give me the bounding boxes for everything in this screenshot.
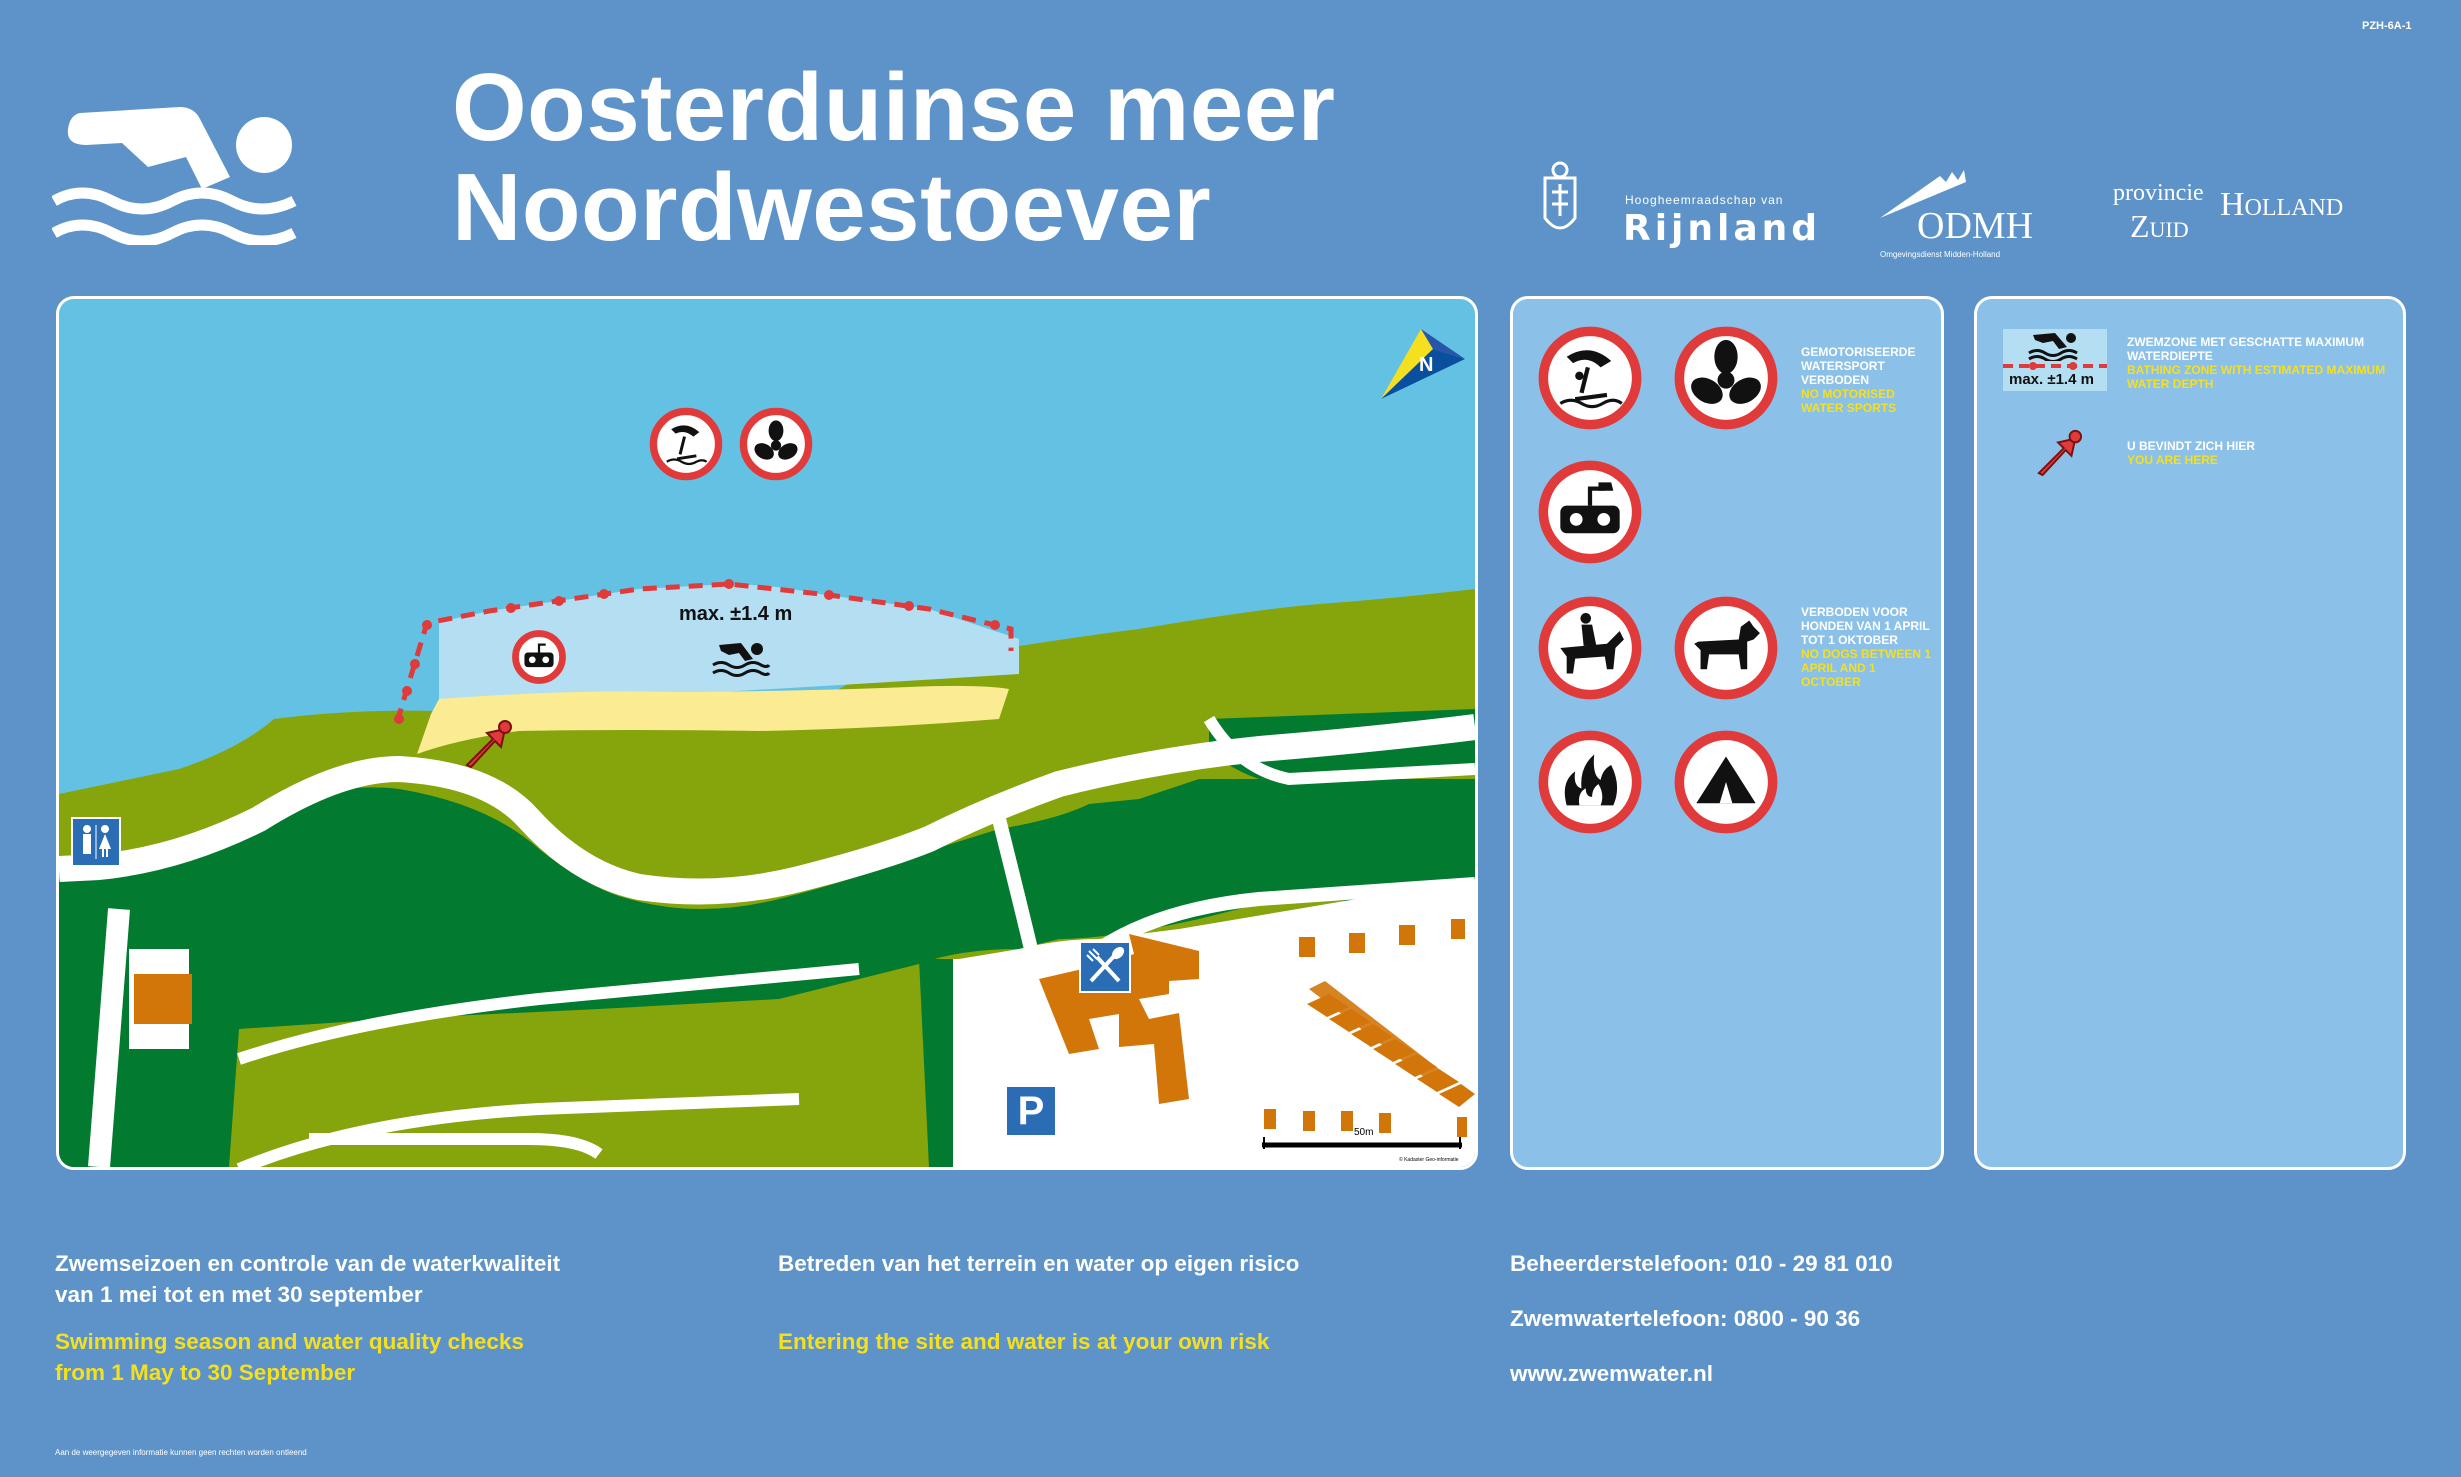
- season-en-1: Swimming season and water quality checks: [55, 1329, 524, 1354]
- sign-code: PZH-6A-1: [2362, 20, 2412, 32]
- odmh-logo: [1875, 168, 2050, 263]
- rijnland-big-text: Rijnland: [1623, 208, 1822, 249]
- north-arrow-icon: [1381, 319, 1465, 399]
- dogs-nl: VERBODEN VOOR HONDEN VAN 1 APRIL TOT 1 OKTOBER: [1801, 605, 1930, 647]
- dogs-legend-text: [1801, 605, 1931, 689]
- season-nl-2: van 1 mei tot en met 30 september: [55, 1282, 423, 1307]
- manager-phone: Beheerderstelefoon: 010 - 29 81 010: [1510, 1251, 1893, 1276]
- title-line-1: Oosterduinse meer: [452, 54, 1336, 161]
- map-depth-label: max. ±1.4 m: [679, 603, 793, 625]
- west-building: [134, 974, 192, 1024]
- season-en-2: from 1 May to 30 September: [55, 1360, 356, 1385]
- map-propeller-prohibited-icon: [739, 407, 813, 481]
- fire-prohibited-icon: [1537, 729, 1643, 835]
- risk-en: Entering the site and water is at your own risk: [778, 1329, 1270, 1354]
- rijnland-crest-icon: [1535, 158, 1585, 248]
- motorised-nl: GEMOTORISEERDE WATERSPORT VERBODEN: [1801, 345, 1916, 387]
- you-are-here-icon: [461, 717, 513, 769]
- risk-nl: Betreden van het terrein en water op eigen risico: [778, 1251, 1300, 1276]
- dog-prohibited-icon: [1673, 595, 1779, 701]
- kitesurf-prohibited-icon: [1537, 325, 1643, 431]
- key-boundary-line: [2003, 361, 2107, 371]
- rijnland-small-text: Hoogheemraadschap van: [1625, 193, 1784, 207]
- map-swimmer-icon: [711, 641, 771, 677]
- map-credit: © Kadaster Geo-informatie: [1399, 1157, 1459, 1163]
- restaurant-icon: [1079, 941, 1131, 993]
- scale-label: 50m: [1354, 1127, 1374, 1138]
- camping-prohibited-icon: [1673, 729, 1779, 835]
- page-title: [452, 54, 1336, 261]
- pzh-provincie-text: provincie: [2113, 180, 2204, 206]
- you-are-here-en: YOU ARE HERE: [2127, 453, 2218, 467]
- motorised-legend-text: [1801, 345, 1931, 415]
- key-depth-label: max. ±1.4 m: [2009, 371, 2094, 388]
- risk-info: [778, 1248, 1458, 1357]
- propeller-prohibited-icon: [1673, 325, 1779, 431]
- bathing-zone-en: BATHING ZONE WITH ESTIMATED MAXIMUM WATER DEPTH: [2127, 363, 2386, 391]
- dogs-en: NO DOGS BETWEEN 1 APRIL AND 1 OCTOBER: [1801, 647, 1932, 689]
- pzh-holland-text: Holland: [2220, 186, 2344, 223]
- you-are-here-legend-text: [2127, 439, 2387, 467]
- motorised-en: NO MOTORISED WATER SPORTS: [1801, 387, 1897, 415]
- map-jetski-prohibited-icon: [511, 629, 567, 685]
- disclaimer: Aan de weergegeven informatie kunnen geen rechten worden ontleend: [55, 1448, 307, 1457]
- contact-info: [1510, 1248, 2210, 1389]
- odmh-small-text: Omgevingsdienst Midden-Holland: [1880, 250, 2001, 259]
- swimwater-phone: Zwemwatertelefoon: 0800 - 90 36: [1510, 1306, 1861, 1331]
- season-nl-1: Zwemseizoen en controle van de waterkwaliteit: [55, 1251, 561, 1276]
- website-link[interactable]: www.zwemwater.nl: [1510, 1361, 1713, 1386]
- you-are-here-nl: U BEVINDT ZICH HIER: [2127, 439, 2256, 453]
- bathing-zone-legend-text: [2127, 335, 2387, 391]
- bathing-zone-nl: ZWEMZONE MET GESCHATTE MAXIMUM WATERDIEPTE: [2127, 335, 2365, 363]
- svg-text:N: N: [1419, 354, 1434, 376]
- swimmer-icon: [52, 105, 297, 245]
- horse-prohibited-icon: [1537, 595, 1643, 701]
- jetski-prohibited-icon: [1537, 459, 1643, 565]
- toilet-icon: [71, 817, 121, 867]
- parking-icon: P: [1005, 1085, 1057, 1137]
- bathing-zone-key: [2003, 329, 2107, 391]
- season-info: [55, 1248, 735, 1388]
- pzh-zuid-text: Zuid: [2130, 208, 2189, 244]
- key-swimmer-icon: [2025, 331, 2085, 361]
- title-line-2: Noordwestoever: [452, 154, 1212, 261]
- key-you-are-here-icon: [2033, 427, 2083, 477]
- provincie-zuid-holland-logo: [2110, 180, 2390, 250]
- odmh-big-text: ODMH: [1917, 205, 2034, 247]
- map-panel: [56, 296, 1478, 1170]
- map-kitesurf-prohibited-icon: [649, 407, 723, 481]
- rijnland-logo: [1535, 158, 1822, 249]
- legend-prohibitions: [1510, 296, 1944, 1170]
- legend-map-key: [1974, 296, 2406, 1170]
